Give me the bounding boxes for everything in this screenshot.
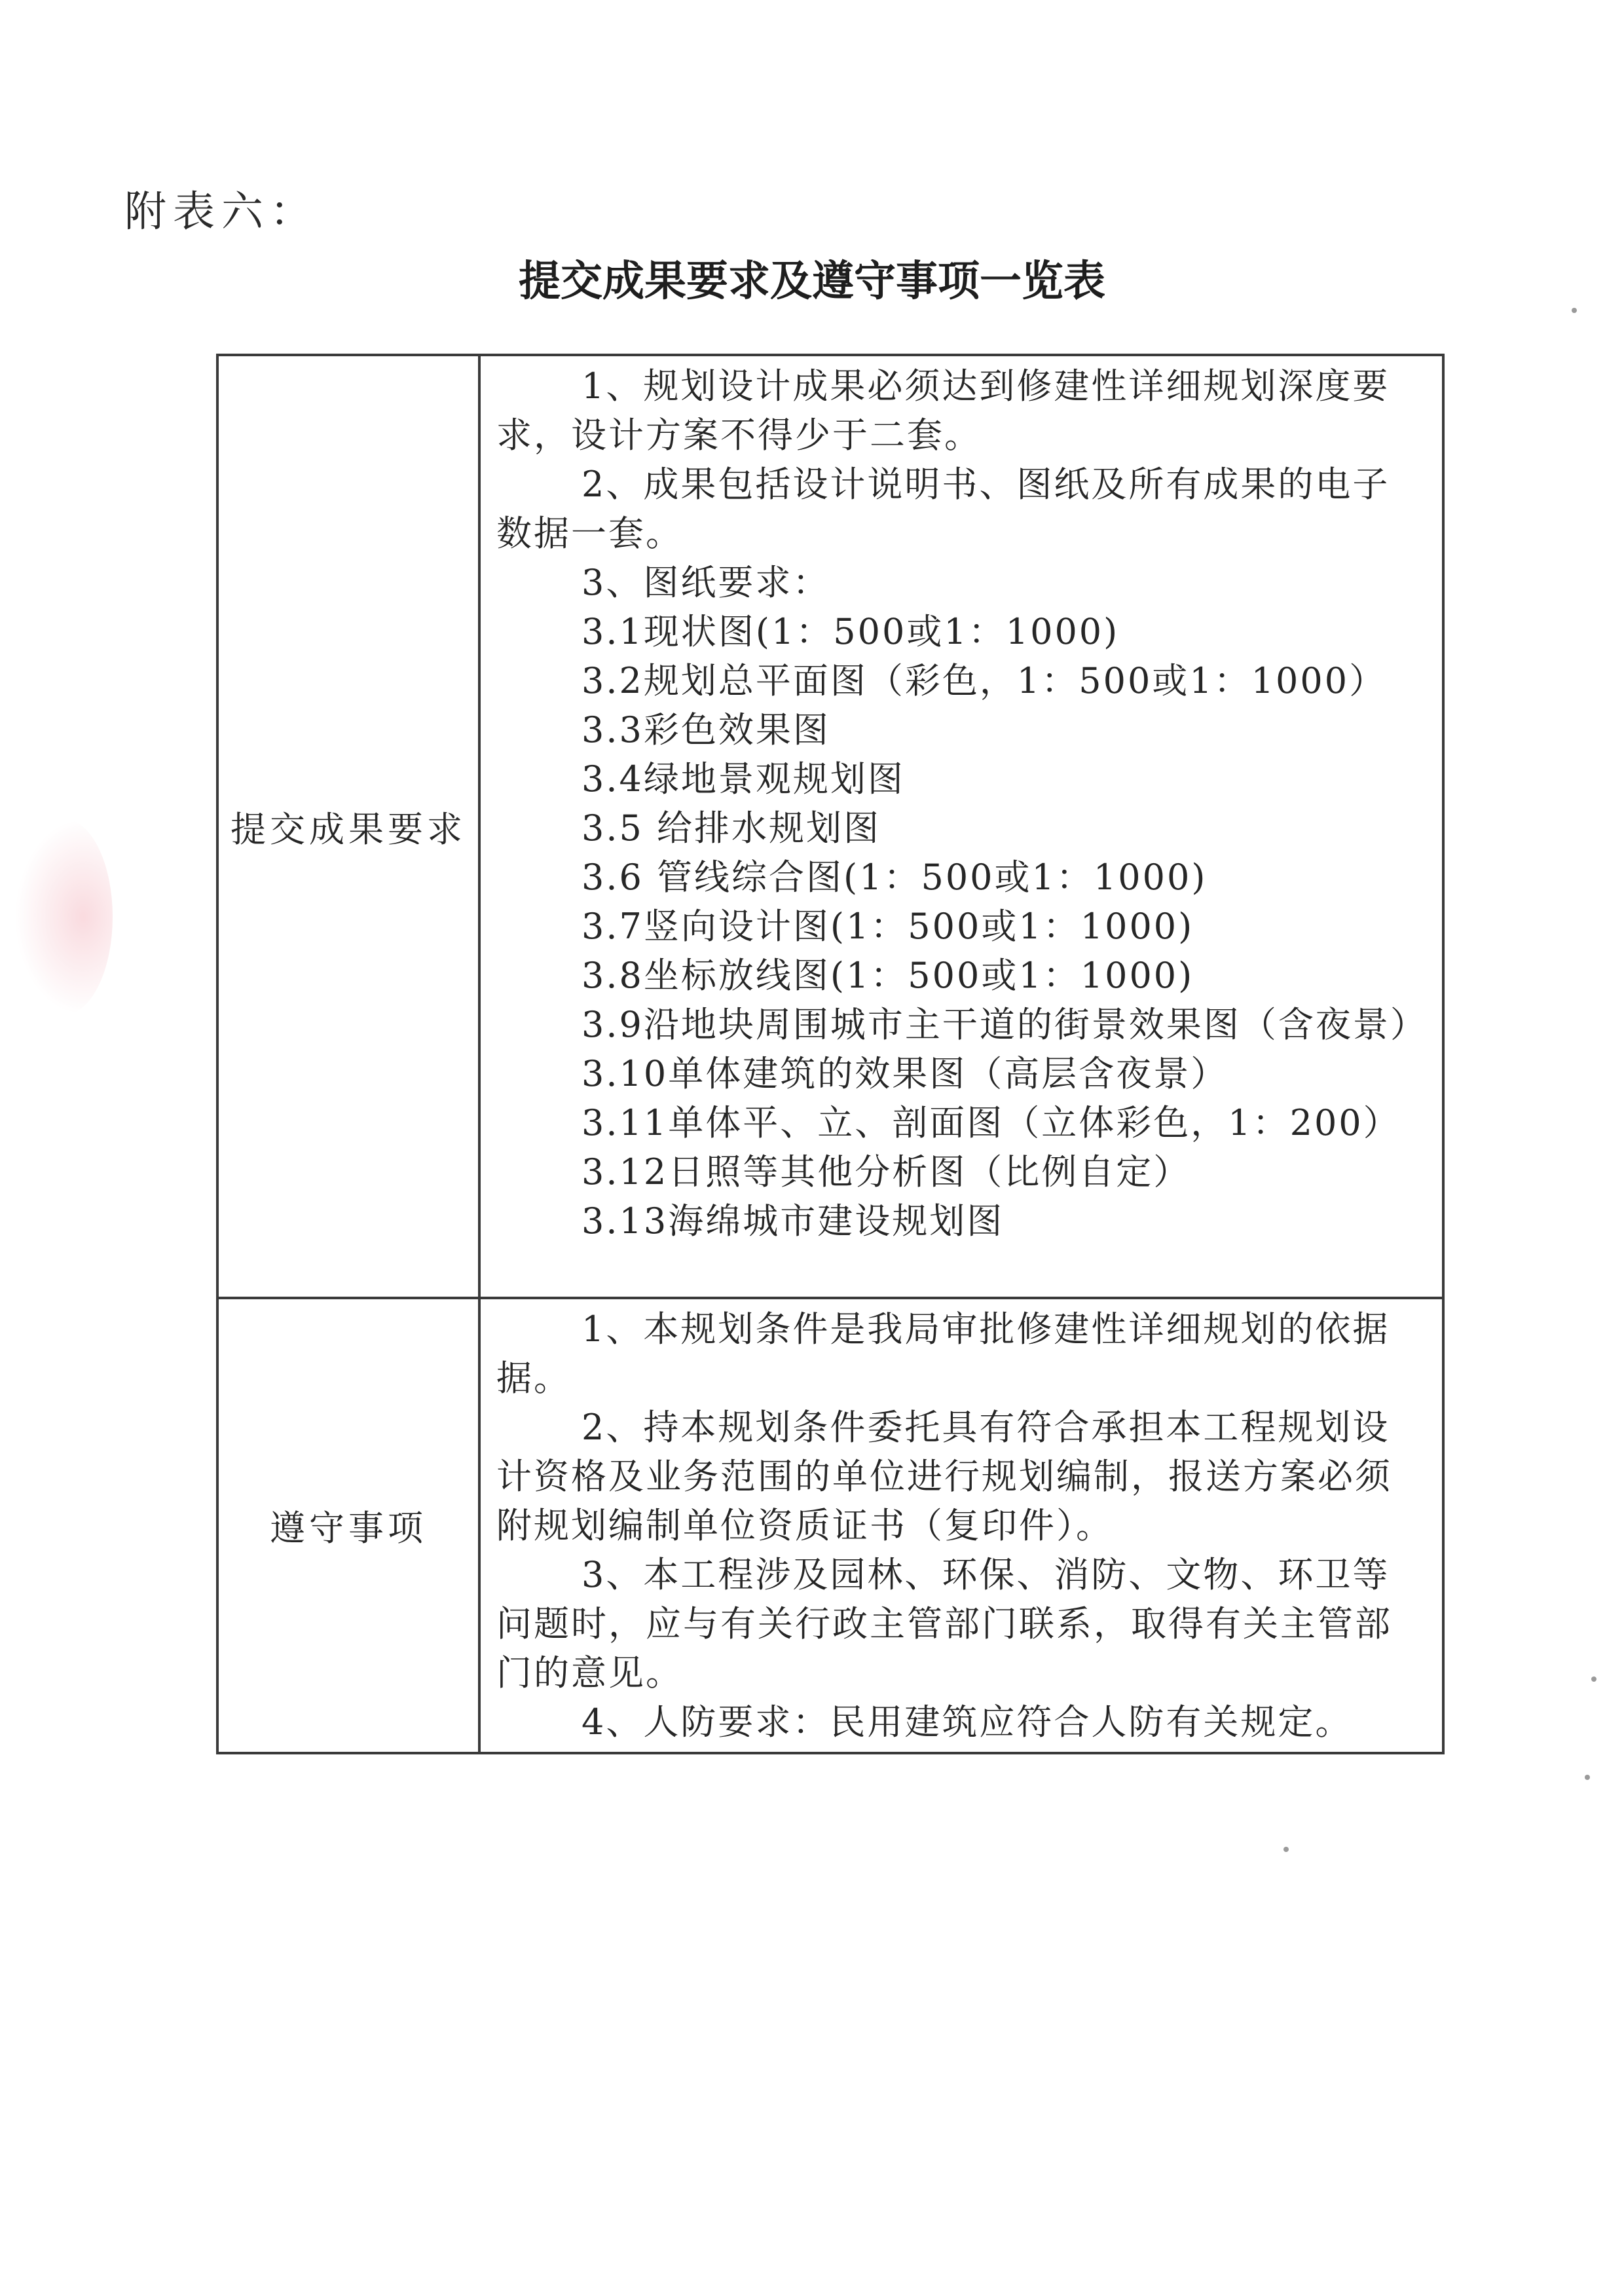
- drawing-item: 3.4绿地景观规划图: [581, 758, 905, 800]
- drawing-item: 3.1现状图(1：500或1：1000): [581, 611, 1120, 652]
- comply-item: 2、持本规划条件委托具有符合承担本工程规划设计资格及业务范围的单位进行规划编制，报送方案必须附规划编制单位资质证书（复印件）。: [496, 1407, 1392, 1546]
- drawing-item: 3.13海绵城市建设规划图: [581, 1200, 1005, 1242]
- submit-item: 1、规划设计成果必须达到修建性详细规划深度要求，设计方案不得少于二套。: [496, 365, 1390, 456]
- scan-speck: [1283, 1847, 1289, 1852]
- drawing-item: 3.3彩色效果图: [581, 709, 830, 750]
- drawing-item: 3.9沿地块周围城市主干道的街景效果图（含夜景）: [581, 1004, 1428, 1045]
- comply-item: 3、本工程涉及园林、环保、消防、文物、环卫等问题时，应与有关行政主管部门联系，取得有关主管部门的意见。: [496, 1554, 1392, 1694]
- scan-speck: [1591, 1676, 1596, 1682]
- drawing-item: 3.12日照等其他分析图（比例自定）: [581, 1151, 1191, 1193]
- comply-item: 1、本规划条件是我局审批修建性详细规划的依据据。: [496, 1308, 1390, 1399]
- comply-label-cell: [217, 1298, 479, 1753]
- requirements-table: [216, 354, 1445, 1754]
- submit-label-cell: [217, 355, 479, 1298]
- drawing-item: 3.8坐标放线图(1：500或1：1000): [581, 955, 1194, 996]
- submit-item: 3、图纸要求：: [581, 562, 830, 603]
- submit-content-cell: [479, 355, 1443, 1298]
- drawing-item: 3.11单体平、立、剖面图（立体彩色，1：200）: [581, 1102, 1401, 1143]
- scan-speck: [1572, 308, 1577, 313]
- comply-content-cell: [479, 1298, 1443, 1753]
- drawing-item: 3.6 管线综合图(1：500或1：1000): [581, 857, 1208, 898]
- annex-label: 附表六：: [124, 188, 318, 236]
- comply-label: 遵守事项: [270, 1508, 427, 1549]
- drawing-item: 3.7竖向设计图(1：500或1：1000): [581, 906, 1194, 947]
- scan-speck: [1585, 1775, 1590, 1780]
- comply-item: 4、人防要求：民用建筑应符合人防有关规定。: [581, 1701, 1353, 1743]
- submit-label: 提交成果要求: [231, 808, 466, 850]
- table-row-submit: [217, 355, 1443, 1298]
- drawing-item: 3.10单体建筑的效果图（高层含夜景）: [581, 1053, 1228, 1094]
- document-title: 提交成果要求及遵守事项一览表: [519, 257, 1105, 306]
- faded-seal-stamp: [14, 819, 113, 1015]
- submit-item: 2、成果包括设计说明书、图纸及所有成果的电子数据一套。: [496, 464, 1390, 554]
- table-row-comply: [217, 1298, 1443, 1753]
- drawing-item: 3.5 给排水规划图: [581, 807, 881, 849]
- drawing-item: 3.2规划总平面图（彩色，1：500或1：1000）: [581, 660, 1387, 701]
